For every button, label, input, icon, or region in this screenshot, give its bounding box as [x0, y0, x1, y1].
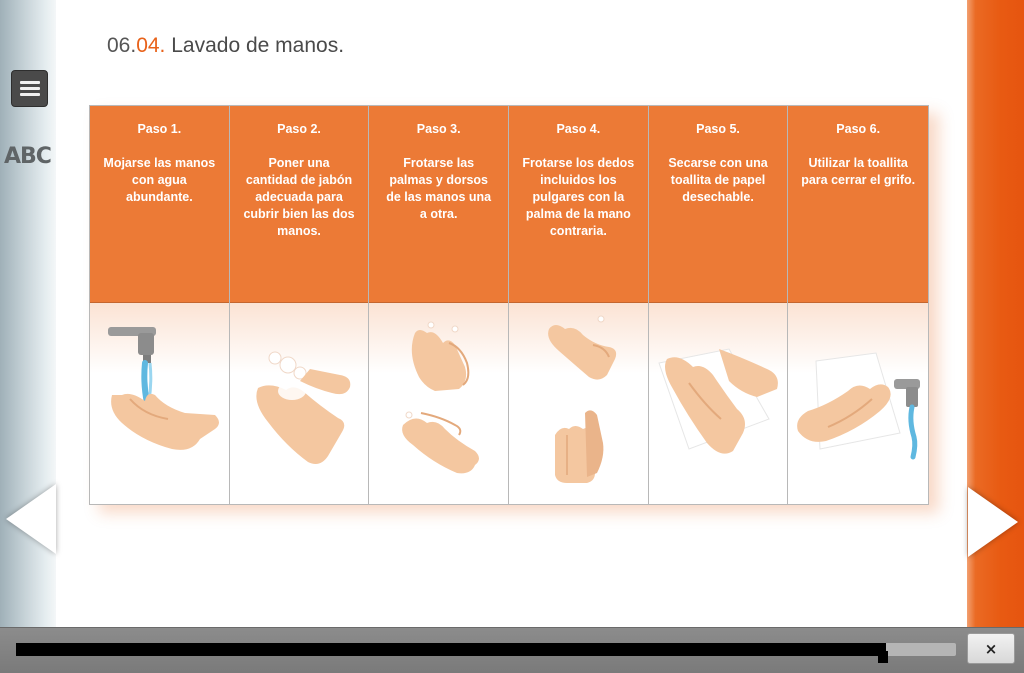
hand-washing-steps-table: [89, 105, 929, 505]
step-illustration: [369, 303, 508, 504]
step-header: [788, 106, 928, 303]
step-column: [90, 106, 230, 504]
step-title: Paso 6.: [836, 122, 881, 136]
progress-fill: [16, 643, 886, 656]
step-title: Paso 2.: [277, 122, 321, 136]
step-column: [230, 106, 370, 504]
rubbing-palms-and-backs-icon: [369, 303, 509, 505]
step-title: Paso 1.: [137, 122, 182, 136]
title-text: Lavado de manos.: [171, 34, 345, 57]
step-description: Mojarse las manos con agua abundante.: [103, 156, 216, 204]
player-bar: [0, 627, 1024, 673]
hamburger-menu-icon[interactable]: [11, 70, 48, 107]
step-description: Frotarse los dedos incluidos los pulgares con la palma de la mano contraria.: [522, 156, 635, 238]
step-header: [649, 106, 788, 303]
closing-tap-with-towel-icon: [788, 303, 928, 505]
step-column: [788, 106, 928, 504]
step-title: Paso 5.: [696, 122, 740, 136]
rubbing-fingers-and-thumbs-icon: [509, 303, 649, 505]
progress-handle[interactable]: [878, 651, 888, 663]
progress-bar[interactable]: [16, 643, 956, 656]
section-number: 06.: [107, 34, 137, 57]
abc-glossary-button[interactable]: ABC: [4, 144, 51, 169]
step-title: Paso 4.: [556, 122, 601, 136]
step-description: Secarse con una toallita de papel desechable.: [668, 156, 768, 204]
page-title: [107, 34, 344, 58]
step-header: [90, 106, 229, 303]
step-illustration: [649, 303, 788, 504]
step-title: Paso 3.: [416, 122, 461, 136]
step-illustration: [509, 303, 648, 504]
step-illustration: [230, 303, 369, 504]
step-header: [369, 106, 508, 303]
arrow-right-icon[interactable]: [968, 487, 1018, 557]
drying-with-paper-towel-icon: [649, 303, 789, 505]
step-column: [649, 106, 789, 504]
step-description: Frotarse las palmas y dorsos de las manos una a otra.: [386, 156, 492, 221]
arrow-left-icon[interactable]: [6, 484, 56, 554]
step-description: Utilizar la toallita para cerrar el grifo.: [801, 156, 916, 187]
step-illustration: [90, 303, 229, 504]
step-header: [230, 106, 369, 303]
hands-with-soap-icon: [230, 303, 370, 505]
subsection-number: 04.: [136, 34, 166, 57]
step-column: [509, 106, 649, 504]
hands-under-tap-water-icon: [90, 303, 230, 505]
step-column: [369, 106, 509, 504]
step-illustration: [788, 303, 928, 504]
step-header: [509, 106, 648, 303]
step-description: Poner una cantidad de jabón adecuada para cubrir bien las dos manos.: [243, 156, 355, 238]
close-button[interactable]: ×: [967, 633, 1015, 664]
